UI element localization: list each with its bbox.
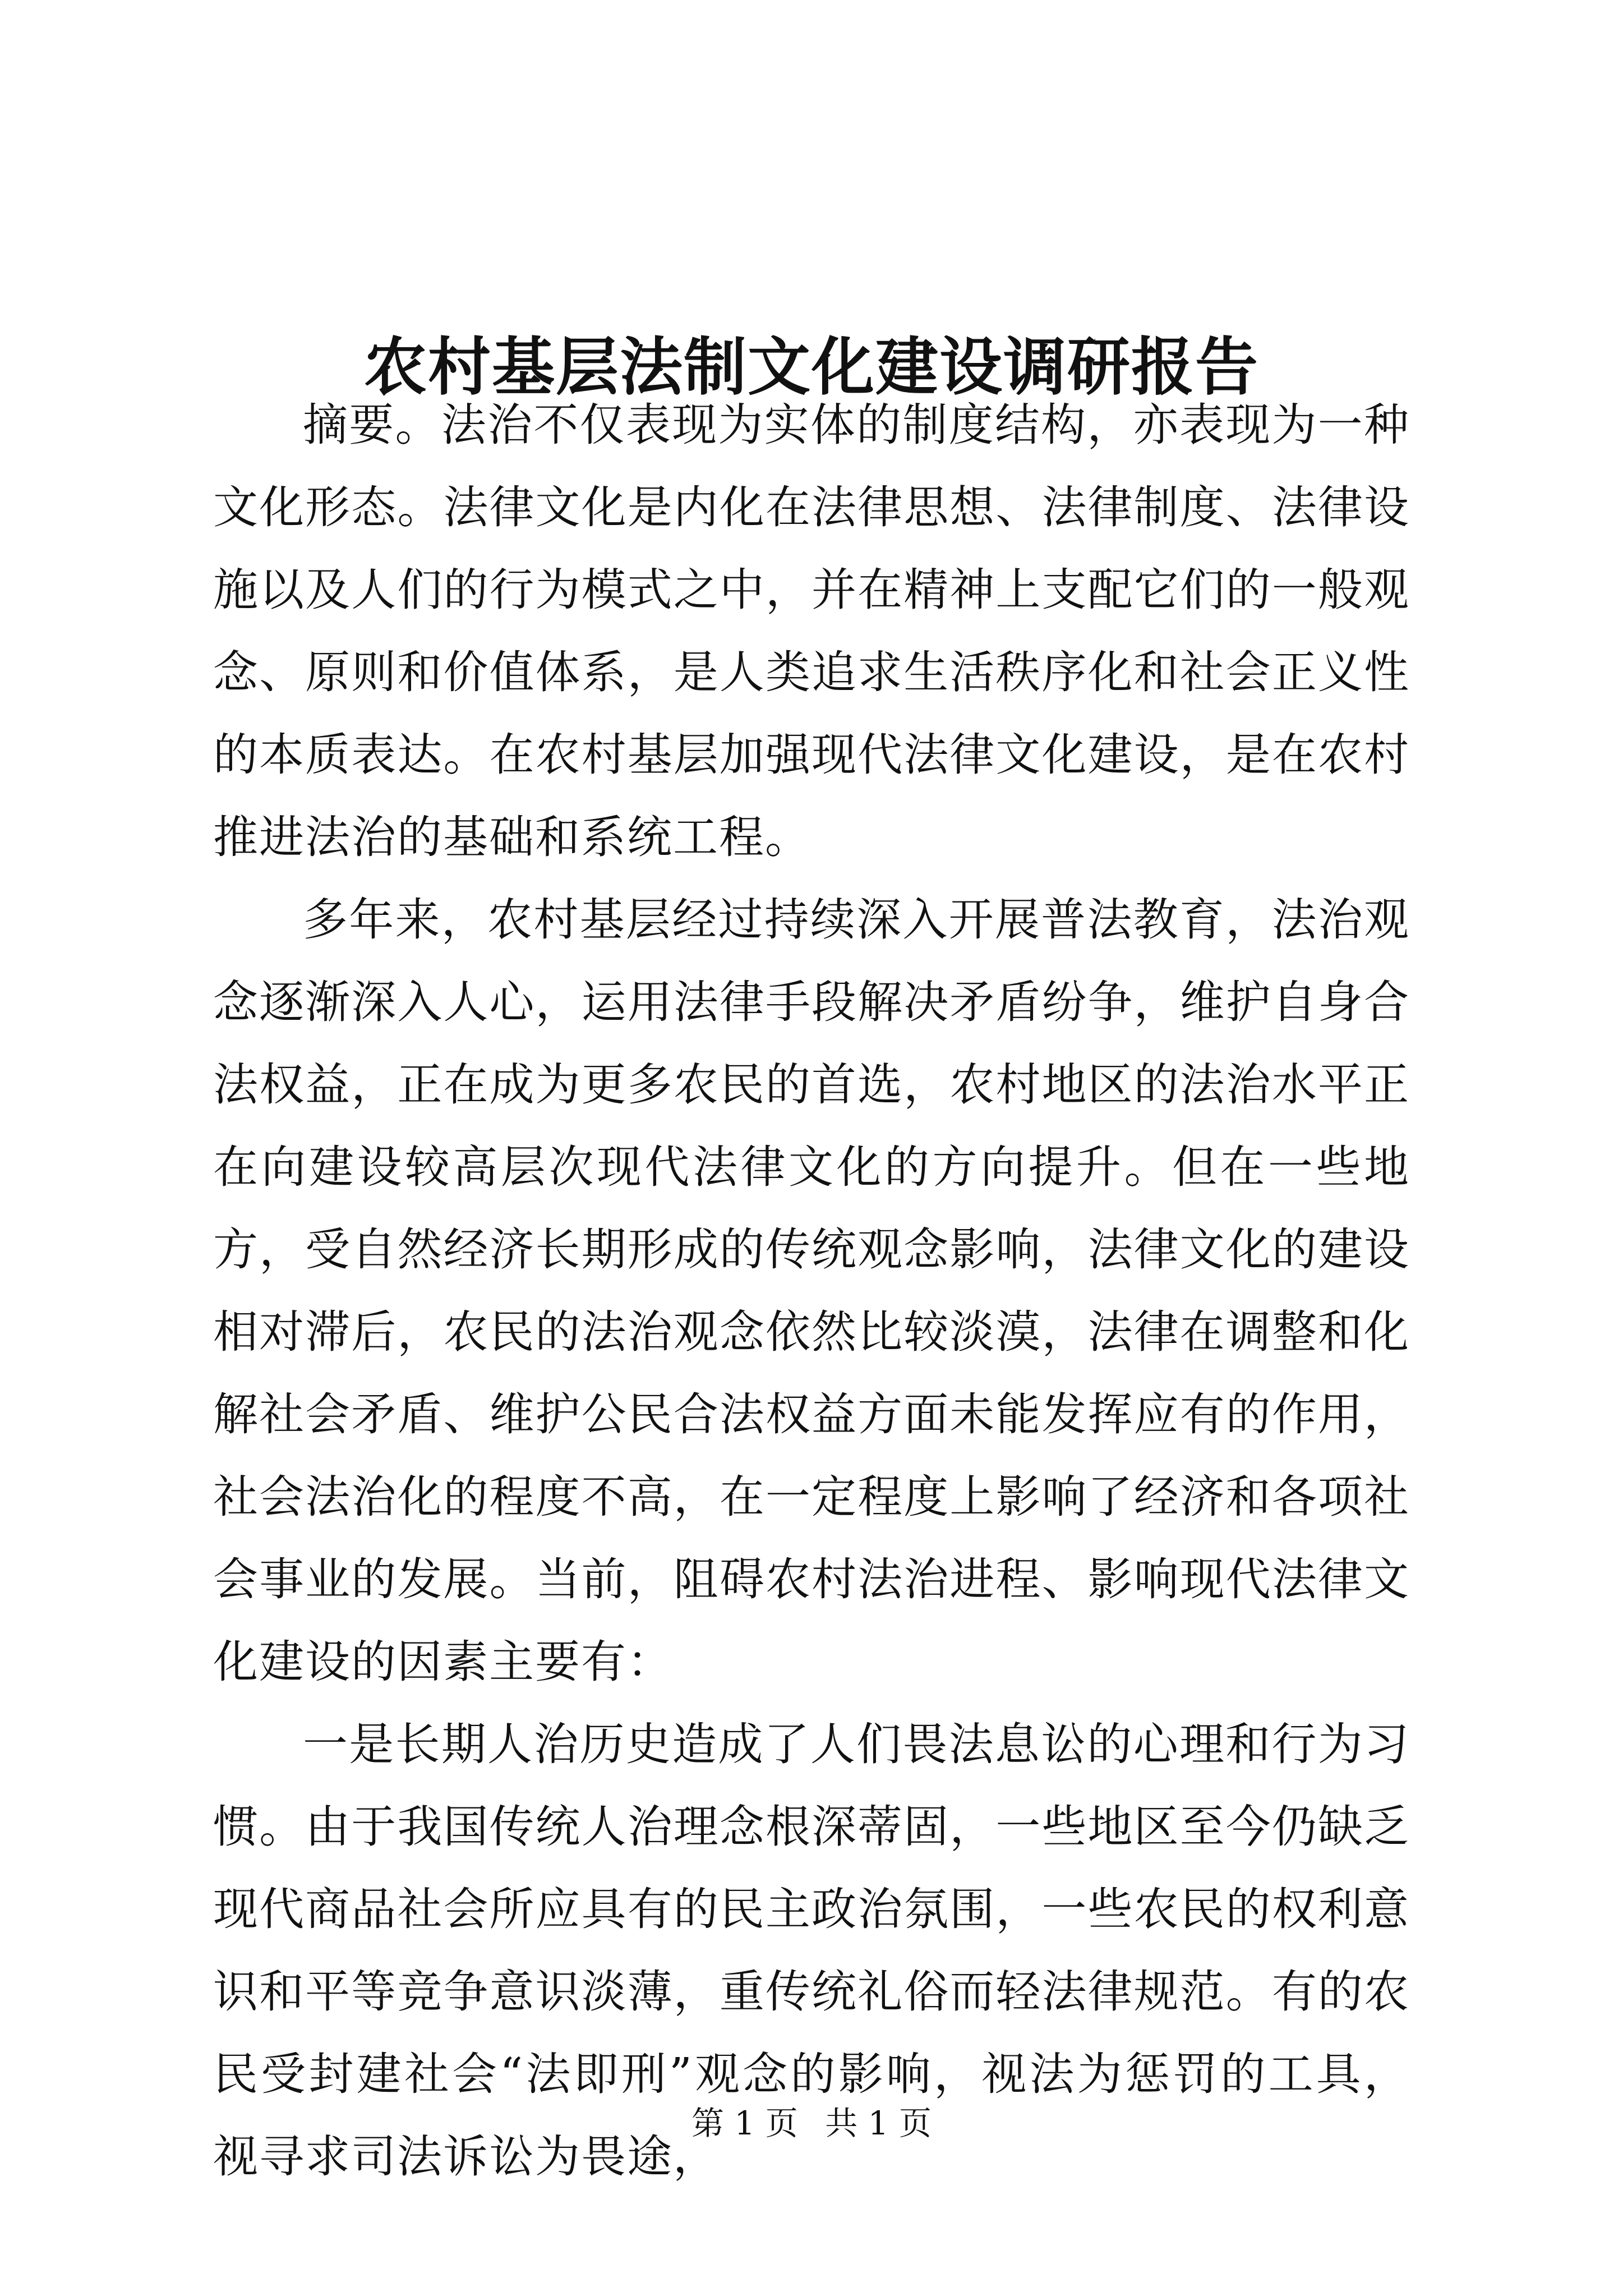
document-title: 农村基层法制文化建设调研报告 [364, 330, 1259, 404]
page-number: 第 1 页 [691, 2104, 798, 2142]
paragraph-background: 多年来，农村基层经过持续深入开展普法教育，法治观念逐渐深入人心，运用法律手段解决矛盾纷争，维护自身合法权益，正在成为更多农民的首选，农村地区的法治水平正在向建设较高层次现代法律文化的方向提升。但在一些地方，受自然经济长期形成的传统观念影响，法律文化的建设相对滞后，农民的法治观念依然比较淡漠，法律在调整和化解社会矛盾、维护公民合法权益方面未能发挥应有的作用，社会法治化的程度不高，在一定程度上影响了经济和各项社会事业的发展。当前，阻碍农村法治进程、影响现代法律文化建设的因素主要有： [213, 894, 1410, 1688]
page-footer [0, 2101, 1623, 2146]
paragraph-abstract: 摘要。法治不仅表现为实体的制度结构，亦表现为一种文化形态。法律文化是内化在法律思想、法律制度、法律设施以及人们的行为模式之中，并在精神上支配它们的一般观念、原则和价值体系，是人类追求生活秩序化和社会正义性的本质表达。在农村基层加强现代法律文化建设，是在农村推进法治的基础和系统工程。 [213, 399, 1410, 863]
document-body [213, 384, 1410, 2198]
page-total: 共 1 页 [825, 2104, 932, 2142]
paragraph-factor-one: 一是长期人治历史造成了人们畏法息讼的心理和行为习惯。由于我国传统人治理念根深蒂固，一些地区至今仍缺乏现代商品社会所应具有的民主政治氛围，一些农民的权利意识和平等竞争意识淡薄，重传统礼俗而轻法律规范。有的农民受封建社会“法即刑”观念的影响，视法为惩罚的工具，视寻求司法诉讼为畏途， [213, 1718, 1410, 2183]
